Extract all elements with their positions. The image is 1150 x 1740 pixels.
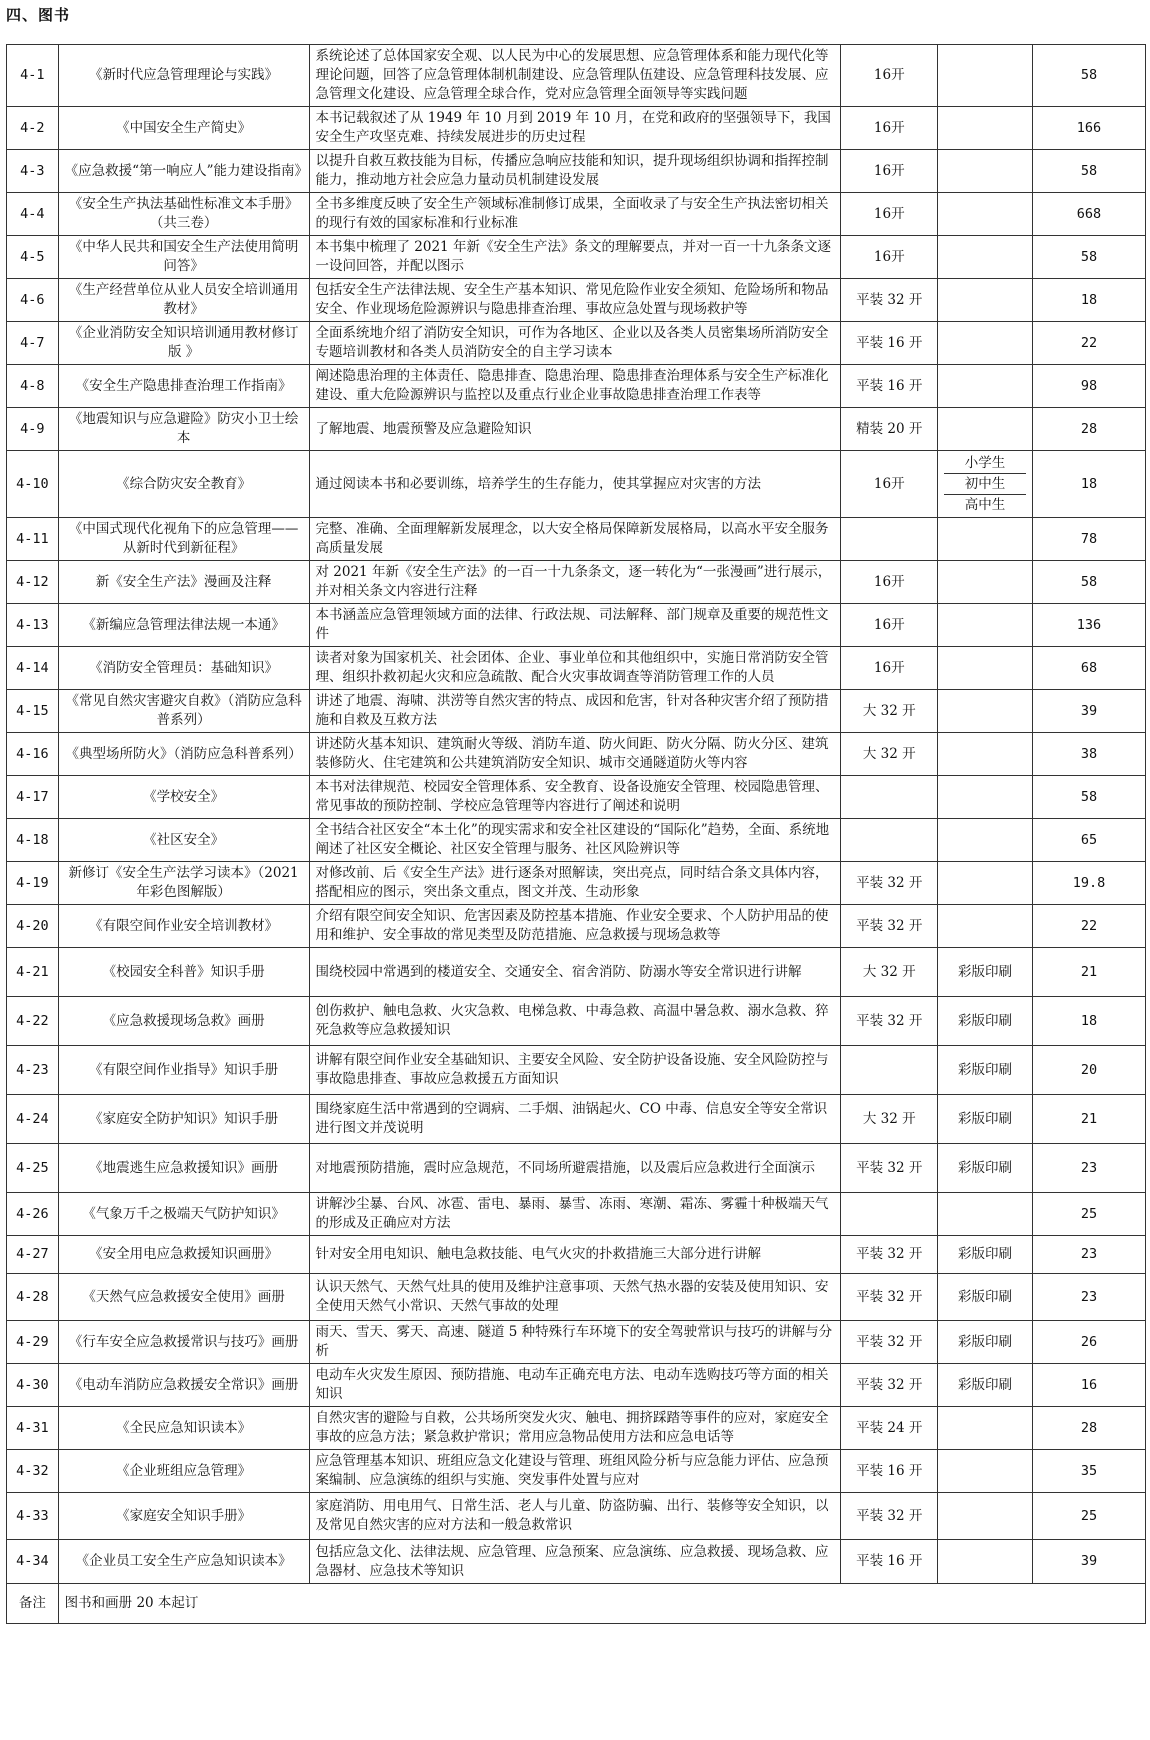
book-note-cell: [938, 647, 1033, 690]
book-note-cell: [938, 236, 1033, 279]
book-description-cell: 介绍有限空间安全知识、危害因素及防控基本措施、作业安全要求、个人防护用品的使用和维护、安全事故的常见类型及防范措施、应急救援与现场急救等: [309, 905, 841, 948]
book-description-cell: 了解地震、地震预警及应急避险知识: [309, 408, 841, 451]
book-note-subcell: 初中生: [944, 474, 1026, 495]
table-row: [7, 193, 1146, 236]
book-note-cell: [938, 1193, 1033, 1236]
table-row: [7, 1364, 1146, 1407]
book-description-cell: 家庭消防、用电用气、日常生活、老人与儿童、防盗防骗、出行、装修等安全知识，以及常见自然灾害的应对方法和一般急救常识: [309, 1493, 841, 1540]
remark-label: 备注: [7, 1584, 59, 1624]
book-note-subcell: 小学生: [944, 453, 1026, 474]
book-format-cell: 16开: [841, 236, 938, 279]
book-price-cell: 65: [1032, 819, 1145, 862]
book-note-cell: [938, 451, 1033, 518]
book-format-cell: [841, 776, 938, 819]
book-id-cell: 4-22: [7, 997, 59, 1046]
book-price-cell: 136: [1032, 604, 1145, 647]
book-format-cell: 大 32 开: [841, 1095, 938, 1144]
book-price-cell: 35: [1032, 1450, 1145, 1493]
table-row: [7, 518, 1146, 561]
book-description-cell: 对地震预防措施，震时应急规范，不同场所避震措施，以及震后应急救进行全面演示: [309, 1144, 841, 1193]
book-title-cell: 《企业员工安全生产应急知识读本》: [58, 1540, 309, 1584]
book-description-cell: 全书多维度反映了安全生产领域标准制修订成果，全面收录了与安全生产执法密切相关的现行有效的国家标准和行业标准: [309, 193, 841, 236]
book-note-cell: [938, 690, 1033, 733]
book-price-cell: 22: [1032, 322, 1145, 365]
book-note-cell: [938, 819, 1033, 862]
book-title-cell: 《生产经营单位从业人员安全培训通用教材》: [58, 279, 309, 322]
book-id-cell: 4-11: [7, 518, 59, 561]
table-row: [7, 1095, 1146, 1144]
table-row: [7, 1236, 1146, 1274]
book-price-cell: 16: [1032, 1364, 1145, 1407]
table-row: [7, 451, 1146, 518]
book-price-cell: 19.8: [1032, 862, 1145, 905]
book-id-cell: 4-18: [7, 819, 59, 862]
table-row: [7, 1274, 1146, 1321]
book-id-cell: 4-21: [7, 948, 59, 997]
book-description-cell: 创伤救护、触电急救、火灾急救、电梯急救、中毒急救、高温中暑急救、溺水急救、猝死急救等应急救援知识: [309, 997, 841, 1046]
book-title-cell: 《有限空间作业指导》知识手册: [58, 1046, 309, 1095]
table-row: [7, 236, 1146, 279]
book-id-cell: 4-16: [7, 733, 59, 776]
book-title-cell: 《气象万千之极端天气防护知识》: [58, 1193, 309, 1236]
book-note-cell: [938, 365, 1033, 408]
book-format-cell: 平装 24 开: [841, 1407, 938, 1450]
book-note-cell: [938, 518, 1033, 561]
book-title-cell: 《天然气应急救援安全使用》画册: [58, 1274, 309, 1321]
book-format-cell: 精装 20 开: [841, 408, 938, 451]
book-description-cell: 系统论述了总体国家安全观、以人民为中心的发展思想、应急管理体系和能力现代化等理论问题，回答了应急管理体制机制建设、应急管理队伍建设、应急管理科技发展、应急管理文化建设、应急管理全球合作，党对应急管理全面领导等实践问题: [309, 45, 841, 107]
book-id-cell: 4-34: [7, 1540, 59, 1584]
book-price-cell: 28: [1032, 408, 1145, 451]
book-description-cell: 电动车火灾发生原因、预防措施、电动车正确充电方法、电动车选购技巧等方面的相关知识: [309, 1364, 841, 1407]
book-title-cell: 《行车安全应急救援常识与技巧》画册: [58, 1321, 309, 1364]
book-id-cell: 4-27: [7, 1236, 59, 1274]
book-id-cell: 4-13: [7, 604, 59, 647]
book-id-cell: 4-29: [7, 1321, 59, 1364]
book-title-cell: 新《安全生产法》漫画及注释: [58, 561, 309, 604]
book-title-cell: 《中国安全生产简史》: [58, 107, 309, 150]
book-format-cell: 平装 32 开: [841, 1236, 938, 1274]
book-description-cell: 讲述了地震、海啸、洪涝等自然灾害的特点、成因和危害，针对各种灾害介绍了预防措施和自救及互救方法: [309, 690, 841, 733]
book-note-cell: [938, 1450, 1033, 1493]
book-note-cell: [938, 150, 1033, 193]
book-format-cell: 平装 32 开: [841, 1364, 938, 1407]
book-id-cell: 4-30: [7, 1364, 59, 1407]
book-description-cell: 本书集中梳理了 2021 年新《安全生产法》条文的理解要点，并对一百一十九条条文逐一设问回答，并配以图示: [309, 236, 841, 279]
book-format-cell: 平装 32 开: [841, 1321, 938, 1364]
book-description-cell: 针对安全用电知识、触电急救技能、电气火灾的扑救措施三大部分进行讲解: [309, 1236, 841, 1274]
book-format-cell: 16开: [841, 193, 938, 236]
table-row: [7, 819, 1146, 862]
book-title-cell: 《安全生产执法基础性标准文本手册》（共三卷）: [58, 193, 309, 236]
book-description-cell: 讲解有限空间作业安全基础知识、主要安全风险、安全防护设备设施、安全风险防控与事故隐患排查、事故应急救援五方面知识: [309, 1046, 841, 1095]
book-note-cell: [938, 561, 1033, 604]
table-row: [7, 776, 1146, 819]
book-description-cell: 本书对法律规范、校园安全管理体系、安全教育、设备设施安全管理、校园隐患管理、常见事故的预防控制、学校应急管理等内容进行了阐述和说明: [309, 776, 841, 819]
table-row: [7, 1193, 1146, 1236]
book-title-cell: 《安全生产隐患排查治理工作指南》: [58, 365, 309, 408]
book-format-cell: 平装 32 开: [841, 1144, 938, 1193]
book-description-cell: 阐述隐患治理的主体责任、隐患排查、隐患治理、隐患排查治理体系与安全生产标准化建设、重大危险源辨识与监控以及重点行业企业事故隐患排查治理工作表等: [309, 365, 841, 408]
book-price-cell: 26: [1032, 1321, 1145, 1364]
book-id-cell: 4-33: [7, 1493, 59, 1540]
book-id-cell: 4-14: [7, 647, 59, 690]
book-price-cell: 38: [1032, 733, 1145, 776]
book-id-cell: 4-1: [7, 45, 59, 107]
book-title-cell: 《应急救援现场急救》画册: [58, 997, 309, 1046]
table-row: [7, 948, 1146, 997]
book-format-cell: 大 32 开: [841, 733, 938, 776]
book-format-cell: [841, 1046, 938, 1095]
book-id-cell: 4-19: [7, 862, 59, 905]
table-row: [7, 862, 1146, 905]
book-price-cell: 25: [1032, 1493, 1145, 1540]
book-id-cell: 4-20: [7, 905, 59, 948]
table-row: [7, 997, 1146, 1046]
book-description-cell: 以提升自救互救技能为目标，传播应急响应技能和知识，提升现场组织协调和指挥控制能力，推动地方社会应急力量动员机制建设发展: [309, 150, 841, 193]
book-format-cell: 平装 32 开: [841, 905, 938, 948]
book-note-cell: [938, 862, 1033, 905]
table-row: [7, 690, 1146, 733]
book-title-cell: 《常见自然灾害避灾自救》（消防应急科普系列）: [58, 690, 309, 733]
book-id-cell: 4-24: [7, 1095, 59, 1144]
book-note-cell: [938, 733, 1033, 776]
book-id-cell: 4-6: [7, 279, 59, 322]
table-row: [7, 1493, 1146, 1540]
book-note-cell: 彩版印刷: [938, 1236, 1033, 1274]
book-note-cell: [938, 604, 1033, 647]
book-price-cell: 58: [1032, 776, 1145, 819]
book-price-cell: 58: [1032, 236, 1145, 279]
book-description-cell: 本书涵盖应急管理领域方面的法律、行政法规、司法解释、部门规章及重要的规范性文件: [309, 604, 841, 647]
book-description-cell: 自然灾害的避险与自救，公共场所突发火灾、触电、拥挤踩踏等事件的应对，家庭安全事故的应急方法；紧急救护常识；常用应急物品使用方法和应急电话等: [309, 1407, 841, 1450]
book-format-cell: 平装 32 开: [841, 862, 938, 905]
book-price-cell: 58: [1032, 150, 1145, 193]
book-note-subcell: 高中生: [964, 497, 1006, 513]
book-title-cell: 《消防安全管理员：基础知识》: [58, 647, 309, 690]
book-id-cell: 4-23: [7, 1046, 59, 1095]
book-price-cell: 25: [1032, 1193, 1145, 1236]
book-format-cell: 16开: [841, 150, 938, 193]
book-format-cell: 平装 32 开: [841, 997, 938, 1046]
book-format-cell: 平装 16 开: [841, 365, 938, 408]
book-id-cell: 4-31: [7, 1407, 59, 1450]
table-row: [7, 279, 1146, 322]
book-price-cell: 58: [1032, 561, 1145, 604]
book-description-cell: 对修改前、后《安全生产法》进行逐条对照解读，突出亮点，同时结合条文具体内容，搭配相应的图示，突出条文重点，图文并茂、生动形象: [309, 862, 841, 905]
table-row: [7, 905, 1146, 948]
book-price-cell: 68: [1032, 647, 1145, 690]
book-id-cell: 4-2: [7, 107, 59, 150]
book-description-cell: 本书记载叙述了从 1949 年 10 月到 2019 年 10 月，在党和政府的坚强领导下，我国安全生产攻坚克难、持续发展进步的历史过程: [309, 107, 841, 150]
book-description-cell: 认识天然气、天然气灶具的使用及维护注意事项、天然气热水器的安装及使用知识、安全使用天然气小常识、天然气事故的处理: [309, 1274, 841, 1321]
book-format-cell: 平装 32 开: [841, 1274, 938, 1321]
book-id-cell: 4-25: [7, 1144, 59, 1193]
book-id-cell: 4-5: [7, 236, 59, 279]
book-title-cell: 《家庭安全知识手册》: [58, 1493, 309, 1540]
book-title-cell: 《电动车消防应急救援安全常识》画册: [58, 1364, 309, 1407]
book-id-cell: 4-9: [7, 408, 59, 451]
book-note-cell: [938, 45, 1033, 107]
book-note-cell: 彩版印刷: [938, 1364, 1033, 1407]
table-row: [7, 322, 1146, 365]
book-price-cell: 39: [1032, 690, 1145, 733]
table-row: [7, 45, 1146, 107]
book-id-cell: 4-10: [7, 451, 59, 518]
book-format-cell: 大 32 开: [841, 948, 938, 997]
book-description-cell: 雨天、雪天、雾天、高速、隧道 5 种特殊行车环境下的安全驾驶常识与技巧的讲解与分析: [309, 1321, 841, 1364]
table-row: [7, 408, 1146, 451]
book-note-cell: [938, 279, 1033, 322]
book-format-cell: 平装 16 开: [841, 1450, 938, 1493]
book-note-cell: [938, 1540, 1033, 1584]
book-price-cell: 18: [1032, 279, 1145, 322]
book-description-cell: 包括应急文化、法律法规、应急管理、应急预案、应急演练、应急救援、现场急救、应急器材、应急技术等知识: [309, 1540, 841, 1584]
book-price-cell: 18: [1032, 997, 1145, 1046]
book-title-cell: 《地震知识与应急避险》防灾小卫士绘本: [58, 408, 309, 451]
book-description-cell: 应急管理基本知识、班组应急文化建设与管理、班组风险分析与应急能力评估、应急预案编制、应急演练的组织与实施、突发事件处置与应对: [309, 1450, 841, 1493]
book-title-cell: 《地震逃生应急救援知识》画册: [58, 1144, 309, 1193]
table-row: [7, 365, 1146, 408]
book-price-cell: 98: [1032, 365, 1145, 408]
book-format-cell: 平装 16 开: [841, 1540, 938, 1584]
book-note-cell: 彩版印刷: [938, 1095, 1033, 1144]
book-title-cell: 《学校安全》: [58, 776, 309, 819]
book-title-cell: 《安全用电应急救援知识画册》: [58, 1236, 309, 1274]
book-title-cell: 《中华人民共和国安全生产法使用简明问答》: [58, 236, 309, 279]
book-note-cell: 彩版印刷: [938, 997, 1033, 1046]
section-title: 四、图书: [6, 6, 71, 24]
book-note-cell: [938, 1407, 1033, 1450]
book-description-cell: 全面系统地介绍了消防安全知识，可作为各地区、企业以及各类人员密集场所消防安全专题培训教材和各类人员消防安全的自主学习读本: [309, 322, 841, 365]
book-title-cell: 《新时代应急管理理论与实践》: [58, 45, 309, 107]
book-note-cell: [938, 193, 1033, 236]
book-price-cell: 23: [1032, 1144, 1145, 1193]
table-row: [7, 107, 1146, 150]
book-note-cell: 彩版印刷: [938, 1321, 1033, 1364]
book-note-cell: [938, 1493, 1033, 1540]
book-title-cell: 《企业消防安全知识培训通用教材修订版 》: [58, 322, 309, 365]
table-row: [7, 1046, 1146, 1095]
book-title-cell: 新修订《安全生产法学习读本》（2021 年彩色图解版）: [58, 862, 309, 905]
book-id-cell: 4-4: [7, 193, 59, 236]
book-format-cell: 16开: [841, 107, 938, 150]
book-note-cell: [938, 905, 1033, 948]
table-row: [7, 1407, 1146, 1450]
book-description-cell: 完整、准确、全面理解新发展理念，以大安全格局保障新发展格局，以高水平安全服务高质量发展: [309, 518, 841, 561]
book-price-cell: 39: [1032, 1540, 1145, 1584]
book-format-cell: 平装 32 开: [841, 1493, 938, 1540]
table-row: [7, 647, 1146, 690]
book-price-cell: 58: [1032, 45, 1145, 107]
book-format-cell: 平装 32 开: [841, 279, 938, 322]
book-description-cell: 讲述防火基本知识、建筑耐火等级、消防车道、防火间距、防火分隔、防火分区、建筑装修防火、住宅建筑和公共建筑消防安全知识、城市交通隧道防火等内容: [309, 733, 841, 776]
book-note-cell: 彩版印刷: [938, 1046, 1033, 1095]
book-title-cell: 《校园安全科普》知识手册: [58, 948, 309, 997]
book-id-cell: 4-3: [7, 150, 59, 193]
table-row: [7, 1144, 1146, 1193]
book-description-cell: 对 2021 年新《安全生产法》的一百一十九条条文，逐一转化为“一张漫画”进行展示，并对相关条文内容进行注释: [309, 561, 841, 604]
book-title-cell: 《新编应急管理法律法规一本通》: [58, 604, 309, 647]
book-description-cell: 围绕校园中常遇到的楼道安全、交通安全、宿舍消防、防溺水等安全常识进行讲解: [309, 948, 841, 997]
book-format-cell: 16开: [841, 647, 938, 690]
book-id-cell: 4-32: [7, 1450, 59, 1493]
book-price-cell: 166: [1032, 107, 1145, 150]
book-id-cell: 4-17: [7, 776, 59, 819]
book-format-cell: 平装 16 开: [841, 322, 938, 365]
book-format-cell: 16开: [841, 451, 938, 518]
book-description-cell: 讲解沙尘暴、台风、冰雹、雷电、暴雨、暴雪、冻雨、寒潮、霜冻、雾霾十种极端天气的形成及正确应对方法: [309, 1193, 841, 1236]
book-note-cell: 彩版印刷: [938, 1144, 1033, 1193]
book-title-cell: 《社区安全》: [58, 819, 309, 862]
book-note-cell: [938, 322, 1033, 365]
book-format-cell: 16开: [841, 45, 938, 107]
book-format-cell: 大 32 开: [841, 690, 938, 733]
books-table-body: [7, 45, 1146, 1624]
book-description-cell: 全书结合社区安全“本土化”的现实需求和安全社区建设的“国际化”趋势，全面、系统地阐述了社区安全概论、社区安全管理与服务、社区风险辨识等: [309, 819, 841, 862]
book-price-cell: 668: [1032, 193, 1145, 236]
remark-row: [7, 1584, 1146, 1624]
book-note-cell: 彩版印刷: [938, 948, 1033, 997]
book-format-cell: 16开: [841, 604, 938, 647]
book-price-cell: 23: [1032, 1274, 1145, 1321]
book-title-cell: 《中国式现代化视角下的应急管理——从新时代到新征程》: [58, 518, 309, 561]
book-id-cell: 4-15: [7, 690, 59, 733]
remark-text: 图书和画册 20 本起订: [58, 1584, 1145, 1624]
book-id-cell: 4-7: [7, 322, 59, 365]
table-row: [7, 1321, 1146, 1364]
table-row: [7, 604, 1146, 647]
book-description-cell: 包括安全生产法律法规、安全生产基本知识、常见危险作业安全须知、危险场所和物品安全、作业现场危险源辨识与隐患排查治理、事故应急处置与现场救护等: [309, 279, 841, 322]
book-description-cell: 通过阅读本书和必要训练，培养学生的生存能力，使其掌握应对灾害的方法: [309, 451, 841, 518]
book-format-cell: [841, 1193, 938, 1236]
book-price-cell: 21: [1032, 1095, 1145, 1144]
book-price-cell: 22: [1032, 905, 1145, 948]
book-note-cell: 彩版印刷: [938, 1274, 1033, 1321]
book-id-cell: 4-26: [7, 1193, 59, 1236]
book-price-cell: 18: [1032, 451, 1145, 518]
book-note-cell: [938, 107, 1033, 150]
book-title-cell: 《有限空间作业安全培训教材》: [58, 905, 309, 948]
book-description-cell: 围绕家庭生活中常遇到的空调病、二手烟、油锅起火、CO 中毒、信息安全等安全常识进行图文并茂说明: [309, 1095, 841, 1144]
table-row: [7, 561, 1146, 604]
book-title-cell: 《企业班组应急管理》: [58, 1450, 309, 1493]
book-note-cell: [938, 408, 1033, 451]
books-table: [6, 44, 1146, 1624]
book-id-cell: 4-12: [7, 561, 59, 604]
book-price-cell: 78: [1032, 518, 1145, 561]
book-format-cell: [841, 518, 938, 561]
book-format-cell: 16开: [841, 561, 938, 604]
book-note-cell: [938, 776, 1033, 819]
book-title-cell: 《综合防灾安全教育》: [58, 451, 309, 518]
book-id-cell: 4-28: [7, 1274, 59, 1321]
table-row: [7, 1450, 1146, 1493]
book-price-cell: 23: [1032, 1236, 1145, 1274]
book-format-cell: [841, 819, 938, 862]
table-row: [7, 733, 1146, 776]
table-row: [7, 1540, 1146, 1584]
book-price-cell: 20: [1032, 1046, 1145, 1095]
table-row: [7, 150, 1146, 193]
book-title-cell: 《应急救援“第一响应人”能力建设指南》: [58, 150, 309, 193]
book-price-cell: 28: [1032, 1407, 1145, 1450]
book-price-cell: 21: [1032, 948, 1145, 997]
book-description-cell: 读者对象为国家机关、社会团体、企业、事业单位和其他组织中，实施日常消防安全管理、组织扑救初起火灾和应急疏散、配合火灾事故调查等消防管理工作的人员: [309, 647, 841, 690]
book-title-cell: 《家庭安全防护知识》知识手册: [58, 1095, 309, 1144]
book-title-cell: 《典型场所防火》（消防应急科普系列）: [58, 733, 309, 776]
book-id-cell: 4-8: [7, 365, 59, 408]
book-title-cell: 《全民应急知识读本》: [58, 1407, 309, 1450]
